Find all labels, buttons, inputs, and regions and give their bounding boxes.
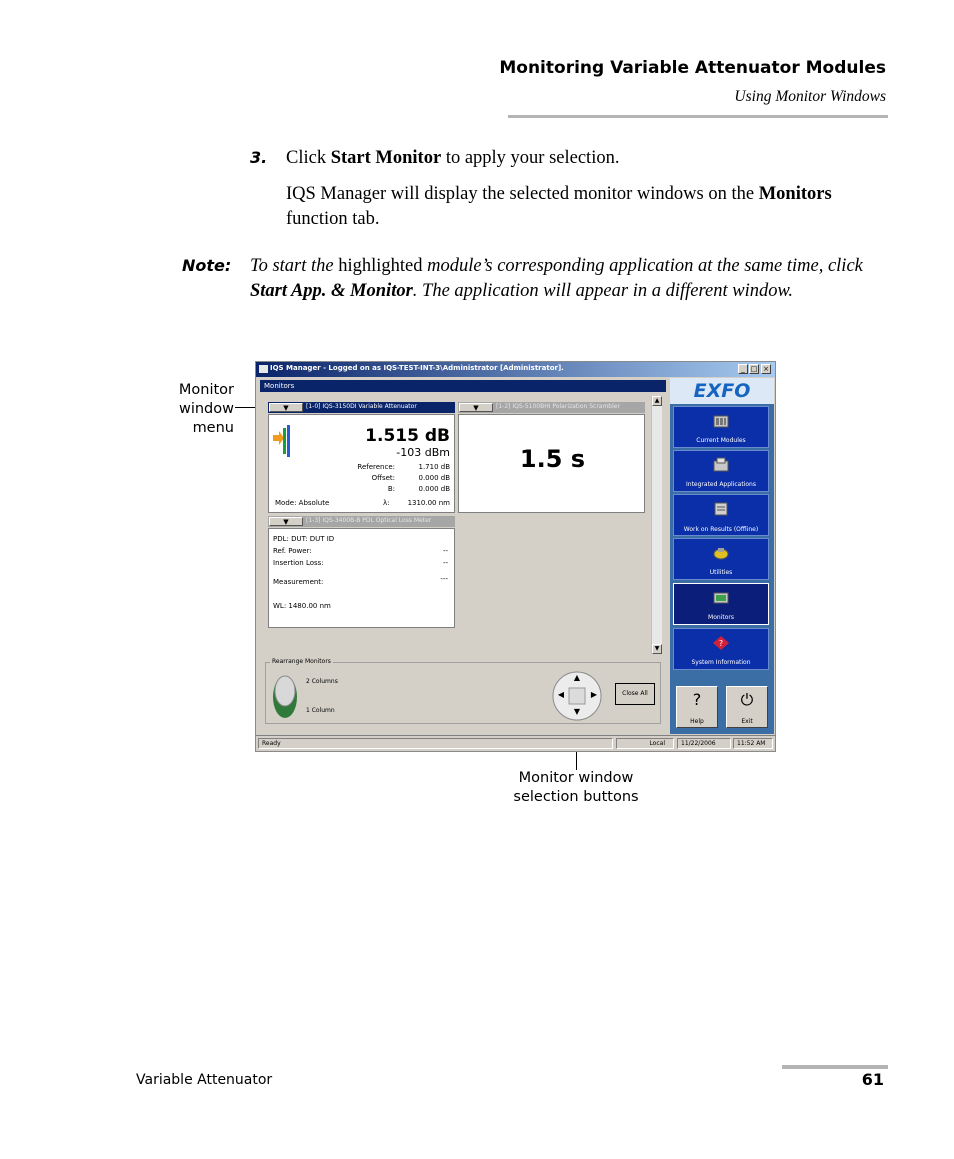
modules-icon: [712, 413, 730, 429]
sidebar-item-label: Integrated Applications: [686, 481, 756, 488]
step-number: 3.: [250, 148, 268, 167]
exit-button[interactable]: [726, 686, 768, 728]
one-column-option[interactable]: 1 Column: [306, 707, 335, 714]
monitor-panel-title: [1-3] IQS-3400B-B PDL Optical Loss Meter: [306, 517, 432, 524]
callout-selection-buttons: Monitor window selection buttons: [513, 770, 639, 805]
results-icon: [712, 501, 730, 517]
app-icon: [259, 365, 268, 373]
svg-text:?: ?: [718, 639, 724, 648]
sidebar-item-monitors[interactable]: [673, 583, 769, 625]
monitor-panel-header: [268, 516, 455, 527]
param-labels: Reference: Offset: B:: [357, 463, 395, 493]
help-label: Help: [690, 718, 704, 725]
two-columns-option[interactable]: 2 Columns: [306, 678, 338, 685]
monitor-panel-body: [458, 414, 645, 513]
scrambler-value: 1.5 s: [519, 445, 586, 473]
monitor-window-menu-button[interactable]: ▼: [269, 517, 303, 526]
help-icon: ?: [692, 690, 702, 709]
select-right-button[interactable]: ▶: [590, 690, 598, 699]
applications-icon: [712, 457, 730, 473]
monitor-window-menu-button[interactable]: ▼: [459, 403, 493, 412]
power-value: -103 dBm: [396, 446, 450, 459]
monitor-panel-attenuator: [268, 402, 455, 513]
pdl-row-label: Ref. Power:: [273, 547, 312, 555]
monitor-selection-buttons: [552, 671, 602, 721]
rearrange-monitors-group: [265, 658, 661, 724]
monitor-panel-title: [1-0] IQS-3150DI Variable Attenuator: [306, 403, 417, 410]
iqs-manager-screenshot: [256, 362, 775, 751]
pdl-row-label: Measurement:: [273, 578, 324, 586]
status-time: 11:52 AM: [733, 738, 773, 749]
section-subtitle: Using Monitor Windows: [734, 88, 886, 105]
monitors-icon: [712, 590, 730, 606]
scroll-up-arrow[interactable]: ▲: [652, 396, 662, 406]
sidebar-item-integrated-applications[interactable]: [673, 450, 769, 492]
exit-label: Exit: [741, 718, 753, 725]
window-title: IQS Manager - Logged on as IQS-TEST-INT-3\Administrator [Administrator].: [270, 364, 564, 372]
wavelength-label: λ:: [383, 499, 390, 507]
footer-rule: [782, 1065, 888, 1069]
close-window-button[interactable]: ×: [761, 364, 771, 374]
footer-product-name: Variable Attenuator: [136, 1072, 273, 1088]
pdl-row-value: --: [442, 559, 448, 567]
monitor-panel-header: [268, 402, 455, 413]
pdl-row-value: ---: [440, 575, 448, 583]
status-date: 11/22/2006: [677, 738, 731, 749]
page-number: 61: [861, 1070, 884, 1089]
close-all-button[interactable]: Close All: [615, 683, 655, 705]
sidebar-item-utilities[interactable]: [673, 538, 769, 580]
power-icon: ⏻: [740, 690, 754, 709]
sidebar-item-label: Current Modules: [696, 437, 746, 444]
wavelength-value: 1310.00 nm: [407, 499, 450, 507]
monitor-panel-header: [458, 402, 645, 413]
monitor-panel-body: [268, 528, 455, 628]
attenuation-value: 1.515 dB: [365, 426, 450, 446]
sidebar-item-label: Monitors: [708, 614, 734, 621]
pdl-row-label: WL: 1480.00 nm: [273, 602, 331, 610]
note-text: To start the highlighted module’s corresponding application at the same time, click Start App. & Monitor. The application will appear in a different window.: [250, 256, 863, 301]
monitors-term: Monitors: [758, 184, 832, 204]
step-detail: IQS Manager will display the selected monitor windows on the Monitors function tab.: [286, 184, 832, 229]
monitors-scrollbar[interactable]: [651, 396, 662, 654]
start-app-monitor-term: Start App. & Monitor: [250, 281, 413, 301]
sidebar-item-label: Utilities: [709, 569, 733, 576]
monitor-panel-pdl: [268, 516, 455, 628]
monitor-panel-title: [1-2] IQS-5100BHI Polarization Scrambler: [496, 403, 620, 410]
maximize-button[interactable]: □: [750, 365, 758, 373]
pdl-row-label: PDL: DUT: DUT ID: [273, 535, 335, 543]
sidebar-item-label: Work on Results (Offline): [683, 526, 759, 533]
help-button[interactable]: [676, 686, 718, 728]
start-monitor-term: Start Monitor: [330, 148, 442, 168]
pdl-row-label: Insertion Loss:: [273, 559, 324, 567]
exfo-logo: EXFO: [670, 378, 774, 404]
monitor-panel-body: [268, 414, 455, 513]
status-bar: [256, 735, 775, 751]
sidebar-item-label: System Information: [691, 659, 751, 666]
step-text: Click Start Monitor to apply your selection.: [286, 148, 620, 168]
sidebar-item-current-modules[interactable]: [673, 406, 769, 448]
monitors-tab-header: [260, 380, 666, 392]
monitor-window-menu-button[interactable]: ▼: [269, 403, 303, 412]
note-label: Note:: [182, 256, 232, 275]
status-text: Ready: [258, 738, 613, 749]
param-values: 1.710 dB 0.000 dB 0.000 dB: [418, 463, 450, 493]
scroll-down-arrow[interactable]: ▼: [652, 644, 662, 654]
status-mode: Local: [616, 738, 674, 749]
header-rule: [508, 115, 888, 118]
function-sidebar: [670, 378, 774, 734]
minimize-button[interactable]: _: [738, 364, 748, 374]
rearrange-monitors-label: Rearrange Monitors: [272, 658, 331, 665]
chapter-title: Monitoring Variable Attenuator Modules: [499, 58, 886, 78]
sidebar-item-system-information[interactable]: [673, 628, 769, 670]
sidebar-item-work-on-results[interactable]: [673, 494, 769, 536]
monitors-tab-title: Monitors: [264, 382, 295, 390]
attenuator-icon: [273, 425, 293, 457]
pdl-row-value: --: [442, 547, 448, 555]
window-titlebar: [256, 362, 775, 377]
info-icon: [712, 635, 730, 651]
select-up-button[interactable]: ▲: [573, 673, 581, 682]
monitor-panel-scrambler: [458, 402, 645, 513]
column-toggle-switch[interactable]: [272, 671, 298, 719]
select-left-button[interactable]: ◀: [557, 690, 565, 699]
utilities-icon: [712, 545, 730, 561]
select-down-button[interactable]: ▼: [573, 707, 581, 716]
mode-label: Mode: Absolute: [275, 499, 330, 507]
callout-monitor-window-menu: Monitor window menu: [178, 382, 234, 436]
